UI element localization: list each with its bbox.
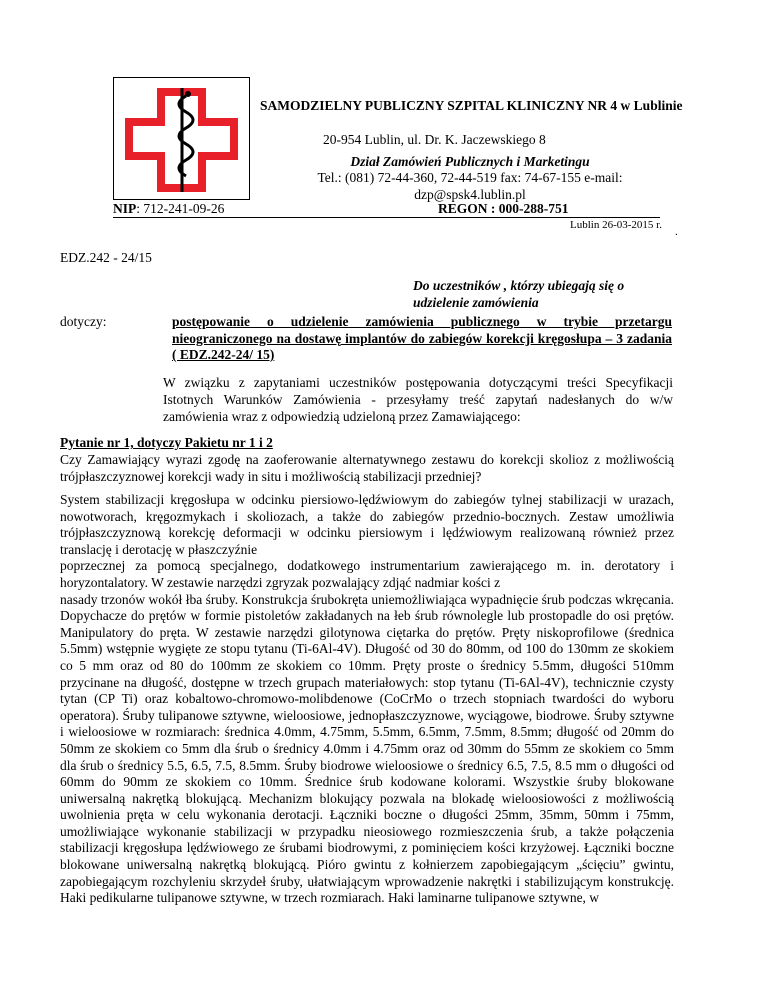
concerns-label: dotyczy:	[60, 314, 107, 329]
hospital-logo	[113, 77, 250, 200]
header-dot: .	[675, 226, 678, 238]
header-divider	[113, 217, 660, 218]
reference-number: EDZ.242 - 24/15	[60, 250, 152, 265]
addressee: Do uczestników , którzy ubiegają się o udzielenie zamówienia	[413, 278, 625, 310]
regon-value: : 000-288-751	[487, 201, 569, 216]
regon-field	[438, 201, 569, 217]
document-date: Lublin 26-03-2015 r.	[570, 219, 662, 231]
contact-email: dzp@spsk4.lublin.pl	[414, 186, 526, 202]
nip-value: : 712-241-09-26	[136, 201, 225, 216]
red-cross-caduceus-icon	[114, 78, 251, 201]
intro-paragraph: W związku z zapytaniami uczestników postępowania dotyczącymi treści Specyfikacji Istotnych Warunków Zamówienia - przesyłamy treść zapytań nadesłanych do w/w zamówienia wraz z odpowiedzią udzieloną przez Zamawiającego:	[163, 375, 673, 424]
nip-field	[113, 201, 224, 217]
department-name: Dział Zamówień Publicznych i Marketingu	[350, 154, 590, 169]
answer-body	[60, 492, 674, 907]
question-text: Czy Zamawiający wyrazi zgodę na zaoferowanie alternatywnego zestawu do korekcji skolioz z możliwością trójpłaszczyznowej korekcji wady in situ i możliwością stabilizacji przedniej?	[60, 452, 674, 484]
body-paragraph-2: poprzecznej za pomocą specjalnego, dodatkowego instrumentarium zawierającego m. in. derotatory i horyzontalatory. W zestawie narzędzi zgryzak pozwalający zdjąć nadmiar kości z	[60, 558, 674, 590]
institution-address: 20-954 Lublin, ul. Dr. K. Jaczewskiego 8	[323, 132, 546, 147]
nip-label: NIP	[113, 201, 137, 216]
concerns-text: postępowanie o udzielenie zamówienia publicznego w trybie przetargu nieograniczonego na dostawę implantów do zabiegów korekcji kręgosłupa – 3 zadania ( EDZ.242-24/ 15)	[172, 314, 672, 362]
question-heading: Pytanie nr 1, dotyczy Pakietu nr 1 i 2	[60, 435, 273, 450]
body-paragraph-1: System stabilizacji kręgosłupa w odcinku piersiowo-lędźwiowym do zabiegów tylnej stabilizacji w urazach, nowotworach, kręgozmykach i skoliozach, a także do zabiegów przednio-bocznych. Zestaw umożliwia trójpłaszczyznową korekcję deformacji w odcinku piersiowym i lędźwiowym realizowaną również przez translację i derotację w płaszczyźnie	[60, 492, 674, 557]
contact-phone-fax: Tel.: (081) 72-44-360, 72-44-519 fax: 74-67-155 e-mail:	[317, 170, 623, 185]
regon-label: REGON	[438, 201, 488, 216]
institution-name: SAMODZIELNY PUBLICZNY SZPITAL KLINICZNY NR 4 w Lublinie	[260, 98, 683, 113]
body-paragraph-3: nasady trzonów wokół łba śruby. Konstrukcja śrubokręta uniemożliwiająca wypadnięcie śrub podczas wkręcania. Dopychacze do prętów w formie pistoletów zakładanych na łeb śrub równolegle lub prostopadle do osi prętów. Manipulatory do pręta. W zestawie narzędzi gilotynowa ciętarka do prętów. Pręty niskoprofilowe (średnica 5.5mm) wstępnie wygięte ze stopu tytanu (Ti-6Al-4V). Długość od 30 do 80mm, od 100 do 130mm ze skokiem co 5 mm oraz od 80 do 100mm ze skokiem co 10mm. Pręty proste o średnicy 5.5mm, długości 510mm przycinane na długość, dostępne w trzech grupach materiałowych: stop tytanu (Ti-6Al-4V), technicznie czysty tytan (CP Ti) oraz kobaltowo-chromowo-molibdenowe (CoCrMo o trzech stopniach twardości do wyboru operatora). Śruby tulipanowe sztywne, wieloosiowe, jednopłaszczyznowe, wyciągowe, biodrowe. Śruby sztywne i wieloosiowe w rozmiarach: średnica 4.0mm, 4.75mm, 5.5mm, 6.5mm, 7.5mm, 8.5mm; długość od 20mm do 50mm ze skokiem co 5mm dla śrub o średnicy 4.0mm i 4.75mm oraz od 30mm do 55mm ze skokiem co 5mm dla śrub o średnicy 5.5, 6.5, 7.5, 8.5mm. Śruby biodrowe wieloosiowe o średnicy 6.5, 7.5, 8.5 mm o długości od 60mm do 90mm ze skokiem co 10mm. Średnice śrub kodowane kolorami. Wszystkie śruby blokowane uniwersalną nakrętką blokującą. Mechanizm blokujący pozwala na blokadę wieloosiowości z możliwością uwolnienia pręta w celu wykonania derotacji. Łączniki boczne o długości 25mm, 35mm, 50mm i 75mm, umożliwiające wykonanie stabilizacji w przypadku nieosiowego rozmieszczenia śrub, a także połączenia stabilizacji kręgosłupa lędźwiowego ze śrubami biodrowymi, z pominięciem kości krzyżowej. Łączniki boczne blokowane uniwersalną nakrętką blokującą. Pióro gwintu z kołnierzem zapobiegającym „ścięciu” gwintu, zapobiegającym rozchyleniu skrzydeł śruby, ułatwiającym wprowadzenie nakrętki i stabilizującym konstrukcję. Haki pedikularne tulipanowe sztywne, w trzech rozmiarach. Haki laminarne tulipanowe sztywne, w	[60, 591, 674, 906]
contact-info	[270, 170, 670, 203]
